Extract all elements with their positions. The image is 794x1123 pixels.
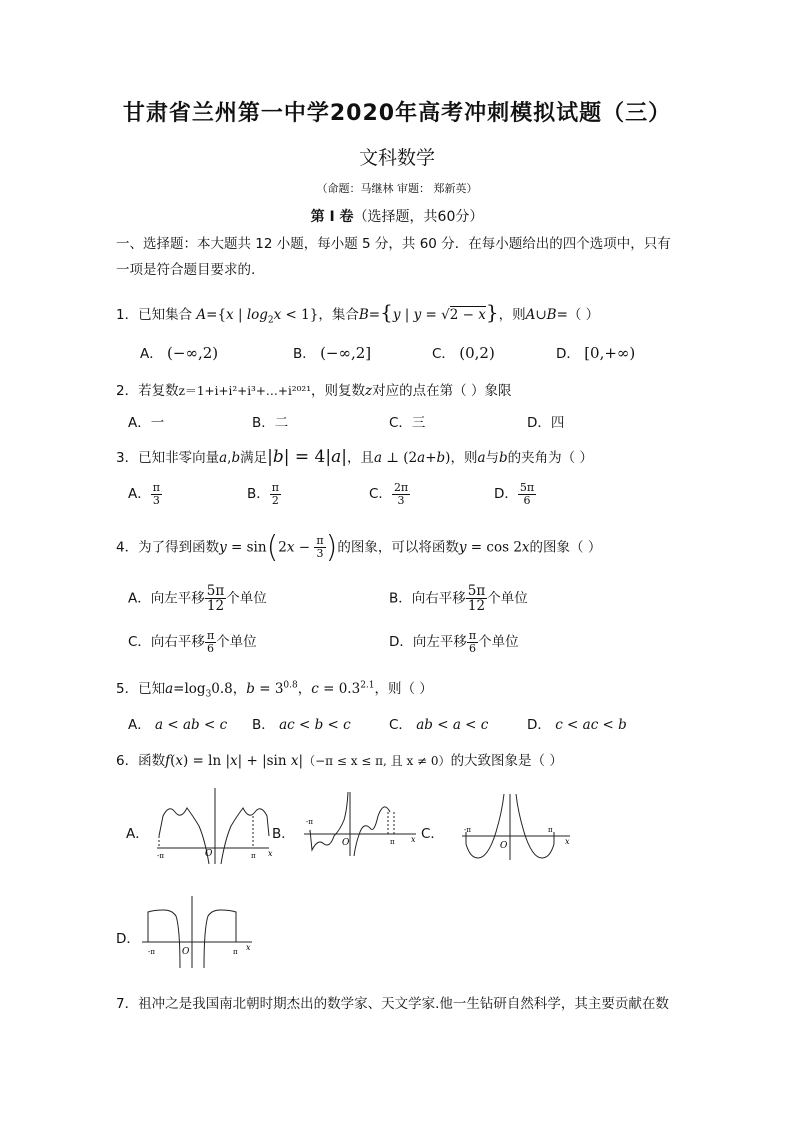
q1-option-a[interactable]: A． (−∞,2) bbox=[140, 344, 219, 362]
question-1: 1．已知集合 A={x | $\log_2x < 1$}，集合B={y | y = √2 − x}，则A∪B=（ ） bbox=[116, 300, 600, 326]
q6-option-c-label[interactable]: C． bbox=[421, 826, 444, 842]
question-7: 7．祖冲之是我国南北朝时期杰出的数学家、天文学家.他一生钻研自然科学，其主要贡献在数 bbox=[116, 996, 669, 1012]
q6-option-d-label[interactable]: D． bbox=[116, 931, 140, 947]
svg-text:O: O bbox=[205, 849, 213, 859]
svg-text:-π: -π bbox=[306, 818, 313, 826]
q5-option-a[interactable]: A． a < ab < c bbox=[128, 717, 228, 733]
svg-text:x: x bbox=[411, 835, 416, 844]
q1-post: ，则 bbox=[498, 307, 526, 323]
q5-option-c[interactable]: C． ab < a < c bbox=[389, 717, 489, 733]
q1-mid: ，集合 bbox=[318, 307, 359, 323]
q6-graph-a[interactable] bbox=[145, 786, 275, 866]
authors-line: （命题：马继林 审题： 郑新英） bbox=[316, 182, 478, 195]
q1-pre: 已知集合 bbox=[138, 307, 193, 323]
svg-text:-π: -π bbox=[464, 826, 471, 834]
svg-text:-π: -π bbox=[148, 948, 155, 956]
q1-option-b[interactable]: B． (−∞,2] bbox=[293, 344, 372, 362]
q4-option-d[interactable]: D．向左平移 $\frac{\pi}{6}$ 个单位 bbox=[389, 629, 519, 655]
q4-option-c[interactable]: C．向右平移 $\frac{\pi}{6}$ 个单位 bbox=[128, 629, 257, 655]
paper-subtitle: 文科数学 bbox=[358, 147, 435, 169]
q7-text: 祖冲之是我国南北朝时期杰出的数学家、天文学家.他一生钻研自然科学，其主要贡献在数 bbox=[138, 996, 669, 1012]
q3-option-d[interactable]: D． $\frac{5\pi}{6}$ bbox=[494, 481, 535, 507]
q6-graph-d[interactable] bbox=[138, 894, 258, 970]
q2-formula: z＝1+i+i²+i³+…+i²⁰²¹ bbox=[178, 384, 312, 398]
q1-option-d[interactable]: D． [0,+∞) bbox=[556, 344, 636, 362]
q3-option-a[interactable]: A． $\frac{\pi}{3}$ bbox=[128, 481, 160, 507]
section-heading-line2: 一项是符合题目要求的. bbox=[116, 262, 256, 278]
svg-text:π: π bbox=[233, 948, 238, 956]
svg-text:x: x bbox=[268, 849, 273, 858]
q1-end: （ ） bbox=[567, 307, 600, 323]
q3-option-c[interactable]: C． $\frac{2\pi}{3}$ bbox=[369, 481, 409, 507]
svg-text:O: O bbox=[182, 947, 190, 957]
svg-text:π: π bbox=[548, 826, 553, 834]
q1-option-c[interactable]: C． (0,2) bbox=[432, 344, 495, 362]
q5-option-b[interactable]: B． ac < b < c bbox=[252, 717, 351, 733]
q5-option-d[interactable]: D． c < ac < b bbox=[527, 717, 627, 733]
svg-text:-π: -π bbox=[157, 852, 164, 860]
q6-option-a-label[interactable]: A． bbox=[126, 826, 149, 842]
part-heading bbox=[0, 206, 794, 226]
svg-text:x: x bbox=[246, 943, 251, 952]
svg-text:π: π bbox=[390, 838, 395, 846]
q6-graph-b[interactable] bbox=[300, 790, 422, 858]
question-3: 3．已知非零向量a,b满足|b| = 4|a|，且a ⊥ (2a+b)，则a与b的夹角为（ ） bbox=[116, 447, 593, 467]
part-note: （选择题，共60分） bbox=[353, 209, 484, 225]
q4-option-a[interactable]: A．向左平移 $\frac{5\pi}{12}$ 个单位 bbox=[128, 583, 267, 615]
section-heading: 一、选择题：本大题共 12 小题，每小题 5 分，共 60 分．在每小题给出的四个选项中，只有 bbox=[116, 236, 671, 252]
question-2: 2．若复数z＝1+i+i²+i³+…+i²⁰²¹，则复数z对应的点在第（ ）象限 bbox=[116, 383, 512, 399]
q2-option-a[interactable]: A．一 bbox=[128, 415, 165, 431]
q4-option-b[interactable]: B．向右平移 $\frac{5\pi}{12}$ 个单位 bbox=[389, 583, 528, 615]
part-title: 第 Ⅰ 卷 bbox=[310, 209, 354, 225]
question-6: 6．函数f(x) = ln |x| + |sin x|（−π ≤ x ≤ π, 且 x ≠ 0）的大致图象是（ ） bbox=[116, 753, 563, 769]
q3-option-b[interactable]: B． $\frac{\pi}{2}$ bbox=[247, 481, 279, 507]
svg-text:x: x bbox=[565, 837, 570, 846]
svg-text:O: O bbox=[500, 841, 508, 851]
q2-option-b[interactable]: B．二 bbox=[252, 415, 289, 431]
svg-text:O: O bbox=[342, 838, 350, 848]
q6-option-b-label[interactable]: B． bbox=[272, 826, 295, 842]
q2-option-d[interactable]: D．四 bbox=[527, 415, 565, 431]
paper-title: 甘肃省兰州第一中学2020年高考冲刺模拟试题（三） bbox=[122, 101, 672, 126]
q2-option-c[interactable]: C．三 bbox=[389, 415, 426, 431]
question-4: 4．为了得到函数y = sin(2x − $\frac{\pi}{3}$ )的图象，可以将函数y = cos 2x的图象（ ） bbox=[116, 530, 602, 565]
question-5: 5．已知$a=\log_30.8$，$b = 3^{0.8}$，$c = 0.3^{2.1}$，则（ ） bbox=[116, 680, 433, 700]
q1-number: 1． bbox=[116, 307, 139, 323]
svg-text:π: π bbox=[251, 852, 256, 860]
q6-graph-c[interactable] bbox=[458, 792, 574, 862]
